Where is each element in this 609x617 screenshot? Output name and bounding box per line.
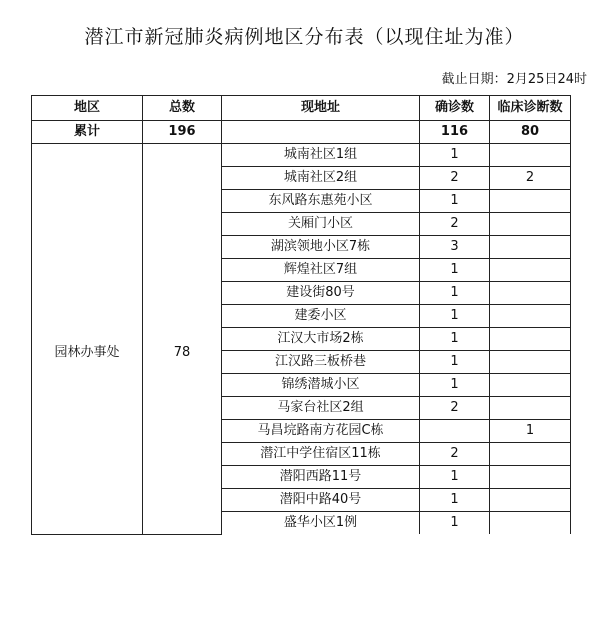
confirmed-cell: 2 bbox=[420, 443, 490, 466]
clinical-cell bbox=[490, 328, 571, 351]
clinical-cell bbox=[490, 443, 571, 466]
clinical-cell bbox=[490, 236, 571, 259]
confirmed-cell bbox=[420, 420, 490, 443]
address-cell: 东风路东惠苑小区 bbox=[222, 190, 420, 213]
address-cell: 马家台社区2组 bbox=[222, 397, 420, 420]
address-cell: 盛华小区1例 bbox=[222, 512, 420, 535]
table-row bbox=[32, 144, 571, 167]
address-cell: 建设街80号 bbox=[222, 282, 420, 305]
address-cell: 建委小区 bbox=[222, 305, 420, 328]
header-total: 总数 bbox=[143, 96, 222, 121]
total-row bbox=[32, 121, 571, 144]
confirmed-cell: 2 bbox=[420, 397, 490, 420]
total-count: 196 bbox=[143, 121, 222, 144]
confirmed-cell: 1 bbox=[420, 374, 490, 397]
address-cell: 江汉路三板桥巷 bbox=[222, 351, 420, 374]
header-clinical: 临床诊断数 bbox=[490, 96, 571, 121]
clinical-cell bbox=[490, 466, 571, 489]
confirmed-cell: 1 bbox=[420, 512, 490, 535]
confirmed-cell: 2 bbox=[420, 213, 490, 236]
address-cell: 潜阳中路40号 bbox=[222, 489, 420, 512]
total-clinical: 80 bbox=[490, 121, 571, 144]
address-cell: 潜阳西路11号 bbox=[222, 466, 420, 489]
clinical-cell: 2 bbox=[490, 167, 571, 190]
confirmed-cell: 1 bbox=[420, 190, 490, 213]
clinical-cell bbox=[490, 190, 571, 213]
confirmed-cell: 1 bbox=[420, 328, 490, 351]
address-cell: 关厢门小区 bbox=[222, 213, 420, 236]
confirmed-cell: 1 bbox=[420, 305, 490, 328]
address-cell: 辉煌社区7组 bbox=[222, 259, 420, 282]
header-confirmed: 确诊数 bbox=[420, 96, 490, 121]
district-count: 78 bbox=[143, 144, 222, 535]
address-cell: 马昌垸路南方花园C栋 bbox=[222, 420, 420, 443]
total-confirmed: 116 bbox=[420, 121, 490, 144]
address-cell: 城南社区2组 bbox=[222, 167, 420, 190]
address-cell: 湖滨领地小区7栋 bbox=[222, 236, 420, 259]
confirmed-cell: 1 bbox=[420, 259, 490, 282]
confirmed-cell: 1 bbox=[420, 489, 490, 512]
confirmed-cell: 3 bbox=[420, 236, 490, 259]
cutoff-date: 截止日期：2月25日24时 bbox=[441, 72, 587, 87]
confirmed-cell: 1 bbox=[420, 466, 490, 489]
page-title: 潜江市新冠肺炎病例地区分布表（以现住址为准） bbox=[84, 26, 525, 48]
confirmed-cell: 2 bbox=[420, 167, 490, 190]
total-address bbox=[222, 121, 420, 144]
header-address: 现地址 bbox=[222, 96, 420, 121]
district-name: 园林办事处 bbox=[32, 144, 143, 535]
address-cell: 江汉大市场2栋 bbox=[222, 328, 420, 351]
total-label: 累计 bbox=[32, 121, 143, 144]
case-distribution-table bbox=[31, 95, 571, 535]
clinical-cell bbox=[490, 305, 571, 328]
clinical-cell bbox=[490, 489, 571, 512]
confirmed-cell: 1 bbox=[420, 282, 490, 305]
clinical-cell bbox=[490, 144, 571, 167]
clinical-cell bbox=[490, 213, 571, 236]
clinical-cell bbox=[490, 282, 571, 305]
clinical-cell bbox=[490, 351, 571, 374]
address-cell: 潜江中学住宿区11栋 bbox=[222, 443, 420, 466]
clinical-cell bbox=[490, 397, 571, 420]
clinical-cell bbox=[490, 374, 571, 397]
clinical-cell: 1 bbox=[490, 420, 571, 443]
confirmed-cell: 1 bbox=[420, 351, 490, 374]
address-cell: 城南社区1组 bbox=[222, 144, 420, 167]
clinical-cell bbox=[490, 259, 571, 282]
clinical-cell bbox=[490, 512, 571, 535]
address-cell: 锦绣潜城小区 bbox=[222, 374, 420, 397]
header-row bbox=[32, 96, 571, 121]
confirmed-cell: 1 bbox=[420, 144, 490, 167]
header-district: 地区 bbox=[32, 96, 143, 121]
